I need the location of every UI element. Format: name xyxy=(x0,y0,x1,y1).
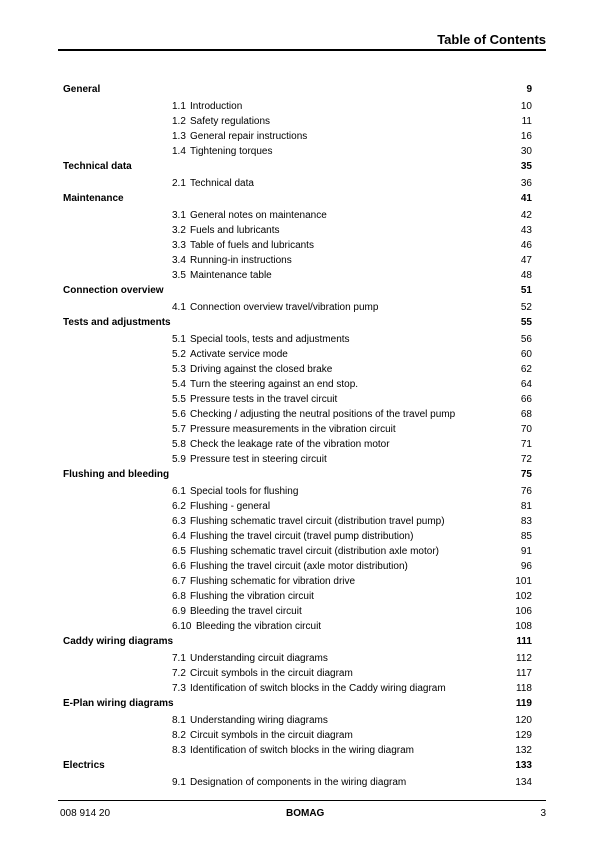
entry-label: Pressure measurements in the vibration circuit xyxy=(190,424,396,435)
entry-number: 2.1 xyxy=(172,178,186,189)
section-page: 111 xyxy=(516,636,532,647)
entry-number: 5.7 xyxy=(172,424,186,435)
page-footer xyxy=(58,800,546,823)
entry-number: 7.3 xyxy=(172,683,186,694)
entry-label: Flushing schematic travel circuit (distribution travel pump) xyxy=(190,516,445,527)
entry-number: 3.4 xyxy=(172,255,186,266)
toc-entry[interactable] xyxy=(63,224,532,239)
page-number: 3 xyxy=(540,808,546,819)
section-title: Maintenance xyxy=(63,193,124,204)
entry-page: 91 xyxy=(520,546,532,557)
entry-label: Special tools for flushing xyxy=(190,486,299,497)
entry-page: 52 xyxy=(520,302,532,313)
entry-number: 3.5 xyxy=(172,270,186,281)
document-number: 008 914 20 xyxy=(60,808,111,819)
section-page: 133 xyxy=(515,760,532,771)
toc-entry[interactable] xyxy=(63,301,532,316)
entry-page: 85 xyxy=(520,531,532,542)
section-page: 55 xyxy=(520,317,532,328)
entry-label: Pressure test in steering circuit xyxy=(190,454,327,465)
entry-number: 5.9 xyxy=(172,454,186,465)
toc-entry[interactable] xyxy=(63,744,532,759)
entry-number: 6.4 xyxy=(172,531,186,542)
toc-entry[interactable] xyxy=(63,714,532,729)
entry-page: 62 xyxy=(520,364,532,375)
entry-page: 71 xyxy=(520,439,532,450)
entry-label: Introduction xyxy=(190,101,243,112)
entry-label: Safety regulations xyxy=(190,116,271,127)
entry-label: General repair instructions xyxy=(190,131,308,142)
entry-number: 5.3 xyxy=(172,364,186,375)
entry-number: 6.7 xyxy=(172,576,186,587)
section-page: 35 xyxy=(520,161,532,172)
entry-label: Circuit symbols in the circuit diagram xyxy=(190,668,353,679)
section-title: General xyxy=(63,84,101,95)
section-page: 75 xyxy=(520,469,532,480)
toc-entry[interactable] xyxy=(63,667,532,682)
toc-entry[interactable] xyxy=(63,145,532,160)
toc-entry[interactable] xyxy=(63,575,532,590)
entry-number: 5.6 xyxy=(172,409,186,420)
entry-page: 120 xyxy=(515,715,532,726)
entry-page: 36 xyxy=(520,178,532,189)
entry-page: 43 xyxy=(520,225,532,236)
entry-page: 76 xyxy=(520,486,532,497)
entry-label: Circuit symbols in the circuit diagram xyxy=(190,730,353,741)
entry-label: Flushing the travel circuit (axle motor distribution) xyxy=(190,561,408,572)
toc-entry[interactable] xyxy=(63,423,532,438)
entry-page: 10 xyxy=(520,101,532,112)
entry-page: 129 xyxy=(515,730,532,741)
entry-number: 7.1 xyxy=(172,653,186,664)
entry-page: 11 xyxy=(521,116,532,127)
entry-label: Special tools, tests and adjustments xyxy=(190,334,350,345)
section-page: 51 xyxy=(520,285,532,296)
entry-page: 16 xyxy=(520,131,532,142)
section-title: Tests and adjustments xyxy=(63,317,171,328)
entry-page: 66 xyxy=(520,394,532,405)
toc-section[interactable] xyxy=(63,192,532,208)
entry-page: 30 xyxy=(520,146,532,157)
toc-entry[interactable] xyxy=(63,729,532,744)
entry-label: Driving against the closed brake xyxy=(190,364,333,375)
toc-section[interactable] xyxy=(63,635,532,651)
entry-number: 8.1 xyxy=(172,715,186,726)
section-title: E-Plan wiring diagrams xyxy=(63,698,174,709)
entry-number: 6.8 xyxy=(172,591,186,602)
toc-entry[interactable] xyxy=(63,393,532,408)
toc-entry[interactable] xyxy=(63,590,532,605)
entry-page: 112 xyxy=(516,653,532,664)
entry-number: 6.1 xyxy=(172,486,186,497)
section-title: Flushing and bleeding xyxy=(63,469,170,480)
entry-number: 6.2 xyxy=(172,501,186,512)
toc-section[interactable] xyxy=(63,759,532,775)
entry-page: 68 xyxy=(520,409,532,420)
entry-page: 64 xyxy=(520,379,532,390)
entry-label: Identification of switch blocks in the wiring diagram xyxy=(190,745,414,756)
entry-label: Table of fuels and lubricants xyxy=(190,240,314,251)
entry-number: 5.4 xyxy=(172,379,186,390)
entry-number: 5.8 xyxy=(172,439,186,450)
toc-section[interactable] xyxy=(63,697,532,713)
entry-page: 118 xyxy=(516,683,532,694)
entry-page: 106 xyxy=(515,606,532,617)
section-title: Electrics xyxy=(63,760,105,771)
entry-label: Flushing - general xyxy=(190,501,271,512)
toc-entry[interactable] xyxy=(63,545,532,560)
page-title: Table of Contents xyxy=(437,32,546,47)
brand-name: BOMAG xyxy=(286,808,325,819)
section-page: 9 xyxy=(526,84,532,95)
entry-page: 102 xyxy=(515,591,532,602)
page-header xyxy=(58,30,546,51)
entry-page: 96 xyxy=(520,561,532,572)
toc-entry[interactable] xyxy=(63,269,532,284)
entry-label: Identification of switch blocks in the Caddy wiring diagram xyxy=(190,683,446,694)
toc-entry[interactable] xyxy=(63,378,532,393)
toc-entry[interactable] xyxy=(63,560,532,575)
entry-number: 6.9 xyxy=(172,606,186,617)
toc-entry[interactable] xyxy=(63,500,532,515)
entry-number: 6.3 xyxy=(172,516,186,527)
entry-page: 42 xyxy=(520,210,532,221)
toc-section[interactable] xyxy=(63,160,532,176)
entry-page: 60 xyxy=(520,349,532,360)
entry-label: Maintenance table xyxy=(190,270,272,281)
toc-entry[interactable] xyxy=(63,485,532,500)
entry-number: 6.6 xyxy=(172,561,186,572)
toc-entry[interactable] xyxy=(63,530,532,545)
toc-entry[interactable] xyxy=(63,348,532,363)
entry-page: 70 xyxy=(520,424,532,435)
entry-number: 5.1 xyxy=(172,334,186,345)
entry-label: Checking / adjusting the neutral positions of the travel pump xyxy=(190,409,456,420)
entry-page: 47 xyxy=(520,255,532,266)
toc-section[interactable] xyxy=(63,284,532,300)
section-title: Connection overview xyxy=(63,285,164,296)
entry-number: 1.1 xyxy=(172,101,186,112)
toc-entry[interactable] xyxy=(63,100,532,115)
entry-page: 56 xyxy=(520,334,532,345)
entry-label: Designation of components in the wiring diagram xyxy=(190,777,407,788)
toc-entry[interactable] xyxy=(63,652,532,667)
entry-label: Flushing the travel circuit (travel pump distribution) xyxy=(190,531,414,542)
toc-entry[interactable] xyxy=(63,515,532,530)
entry-number: 9.1 xyxy=(172,777,186,788)
entry-label: Understanding wiring diagrams xyxy=(190,715,328,726)
entry-page: 132 xyxy=(515,745,532,756)
entry-number: 6.5 xyxy=(172,546,186,557)
entry-number: 8.3 xyxy=(172,745,186,756)
entry-number: 6.10 xyxy=(172,621,192,632)
section-title: Technical data xyxy=(63,161,132,172)
entry-number: 3.1 xyxy=(172,210,186,221)
entry-page: 48 xyxy=(520,270,532,281)
entry-number: 5.2 xyxy=(172,349,186,360)
entry-label: Fuels and lubricants xyxy=(190,225,280,236)
entry-number: 8.2 xyxy=(172,730,186,741)
toc-entry[interactable] xyxy=(63,408,532,423)
entry-label: Flushing schematic travel circuit (distribution axle motor) xyxy=(190,546,439,557)
entry-label: Understanding circuit diagrams xyxy=(190,653,328,664)
section-page: 119 xyxy=(515,698,532,709)
toc-entry[interactable] xyxy=(63,682,532,697)
entry-number: 1.4 xyxy=(172,146,186,157)
entry-number: 3.3 xyxy=(172,240,186,251)
toc-section[interactable] xyxy=(63,316,532,332)
entry-page: 108 xyxy=(515,621,532,632)
entry-label: Technical data xyxy=(190,178,254,189)
entry-label: General notes on maintenance xyxy=(190,210,327,221)
toc-section[interactable] xyxy=(63,468,532,484)
toc-entry[interactable] xyxy=(63,239,532,254)
entry-label: Running-in instructions xyxy=(190,255,292,266)
entry-page: 101 xyxy=(515,576,532,587)
entry-number: 1.3 xyxy=(172,131,186,142)
entry-page: 117 xyxy=(516,668,532,679)
toc-entry[interactable] xyxy=(63,620,532,635)
toc-entry[interactable] xyxy=(63,363,532,378)
section-title: Caddy wiring diagrams xyxy=(63,636,174,647)
toc-entry[interactable] xyxy=(63,453,532,468)
entry-number: 7.2 xyxy=(172,668,186,679)
toc-entry[interactable] xyxy=(63,254,532,269)
entry-page: 83 xyxy=(520,516,532,527)
entry-label: Bleeding the travel circuit xyxy=(190,606,302,617)
table-of-contents xyxy=(63,83,532,791)
entry-label: Tightening torques xyxy=(190,146,273,157)
entry-page: 134 xyxy=(515,777,532,788)
entry-label: Connection overview travel/vibration pump xyxy=(190,302,379,313)
entry-label: Bleeding the vibration circuit xyxy=(196,621,322,632)
toc-entry[interactable] xyxy=(63,333,532,348)
entry-label: Flushing the vibration circuit xyxy=(190,591,314,602)
toc-entry[interactable] xyxy=(63,130,532,145)
toc-entry[interactable] xyxy=(63,115,532,130)
entry-page: 81 xyxy=(520,501,532,512)
entry-label: Turn the steering against an end stop. xyxy=(190,379,359,390)
toc-entry[interactable] xyxy=(63,177,532,192)
toc-entry[interactable] xyxy=(63,776,532,791)
entry-number: 3.2 xyxy=(172,225,186,236)
entry-label: Check the leakage rate of the vibration motor xyxy=(190,439,390,450)
entry-label: Flushing schematic for vibration drive xyxy=(190,576,356,587)
entry-label: Pressure tests in the travel circuit xyxy=(190,394,338,405)
entry-label: Activate service mode xyxy=(190,349,288,360)
entry-number: 4.1 xyxy=(172,302,186,313)
entry-number: 1.2 xyxy=(172,116,186,127)
entry-number: 5.5 xyxy=(172,394,186,405)
toc-entry[interactable] xyxy=(63,438,532,453)
section-page: 41 xyxy=(520,193,532,204)
entry-page: 46 xyxy=(520,240,532,251)
toc-section[interactable] xyxy=(63,83,532,99)
toc-entry[interactable] xyxy=(63,209,532,224)
entry-page: 72 xyxy=(520,454,532,465)
toc-entry[interactable] xyxy=(63,605,532,620)
